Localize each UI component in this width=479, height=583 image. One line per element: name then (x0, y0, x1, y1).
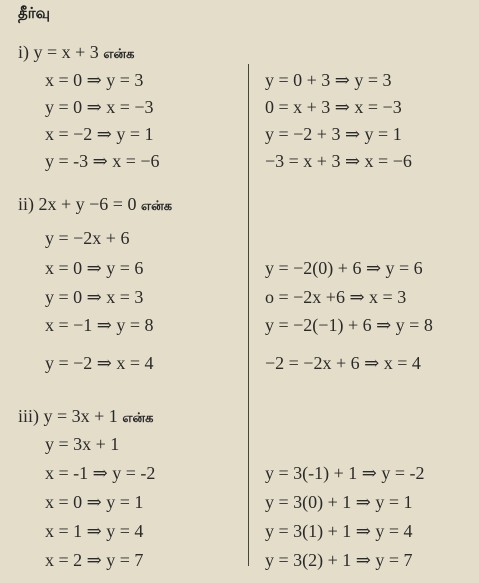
s2-left-5: y = −2 ⇒ x = 4 (45, 353, 154, 373)
column-divider (248, 64, 249, 566)
s2-right-3: y = −2(−1) + 6 ⇒ y = 8 (265, 315, 433, 335)
s1-right-3: y = −2 + 3 ⇒ y = 1 (265, 124, 402, 144)
s1-left-2: y = 0 ⇒ x = −3 (45, 97, 154, 117)
s1-right-2: 0 = x + 3 ⇒ x = −3 (265, 97, 402, 117)
s3-left-3: x = 0 ⇒ y = 1 (45, 492, 144, 512)
section-2-header (18, 194, 172, 215)
s2-left-1: y = −2x + 6 (45, 228, 130, 248)
s2-right-1: y = −2(0) + 6 ⇒ y = 6 (265, 258, 423, 278)
s1-left-4: y = -3 ⇒ x = −6 (45, 151, 160, 171)
s3-right-3: y = 3(1) + 1 ⇒ y = 4 (265, 521, 413, 541)
section-1-equation: i) y = x + 3 (18, 42, 99, 62)
s2-right-2: o = −2x +6 ⇒ x = 3 (265, 287, 407, 307)
s3-left-2: x = -1 ⇒ y = -2 (45, 463, 156, 483)
s2-left-3: y = 0 ⇒ x = 3 (45, 287, 144, 307)
section-2-equation: ii) 2x + y −6 = 0 (18, 194, 137, 214)
section-3-equation: iii) y = 3x + 1 (18, 406, 118, 426)
section-1-word: என்க (103, 47, 135, 62)
s1-left-1: x = 0 ⇒ y = 3 (45, 70, 144, 90)
section-3-header (18, 406, 153, 427)
s2-left-2: x = 0 ⇒ y = 6 (45, 258, 144, 278)
s3-right-4: y = 3(2) + 1 ⇒ y = 7 (265, 550, 413, 570)
solution-title: தீர்வு (18, 4, 50, 22)
s3-right-2: y = 3(0) + 1 ⇒ y = 1 (265, 492, 413, 512)
s2-right-4: −2 = −2x + 6 ⇒ x = 4 (265, 353, 421, 373)
s1-left-3: x = −2 ⇒ y = 1 (45, 124, 154, 144)
section-1-header (18, 42, 134, 63)
section-3-word: என்க (122, 411, 154, 426)
s3-left-4: x = 1 ⇒ y = 4 (45, 521, 144, 541)
s3-left-5: x = 2 ⇒ y = 7 (45, 550, 144, 570)
s3-right-1: y = 3(-1) + 1 ⇒ y = -2 (265, 463, 425, 483)
s1-right-1: y = 0 + 3 ⇒ y = 3 (265, 70, 392, 90)
s1-right-4: −3 = x + 3 ⇒ x = −6 (265, 151, 412, 171)
s2-left-4: x = −1 ⇒ y = 8 (45, 315, 154, 335)
section-2-word: என்க (140, 199, 173, 214)
s3-left-1: y = 3x + 1 (45, 434, 120, 454)
